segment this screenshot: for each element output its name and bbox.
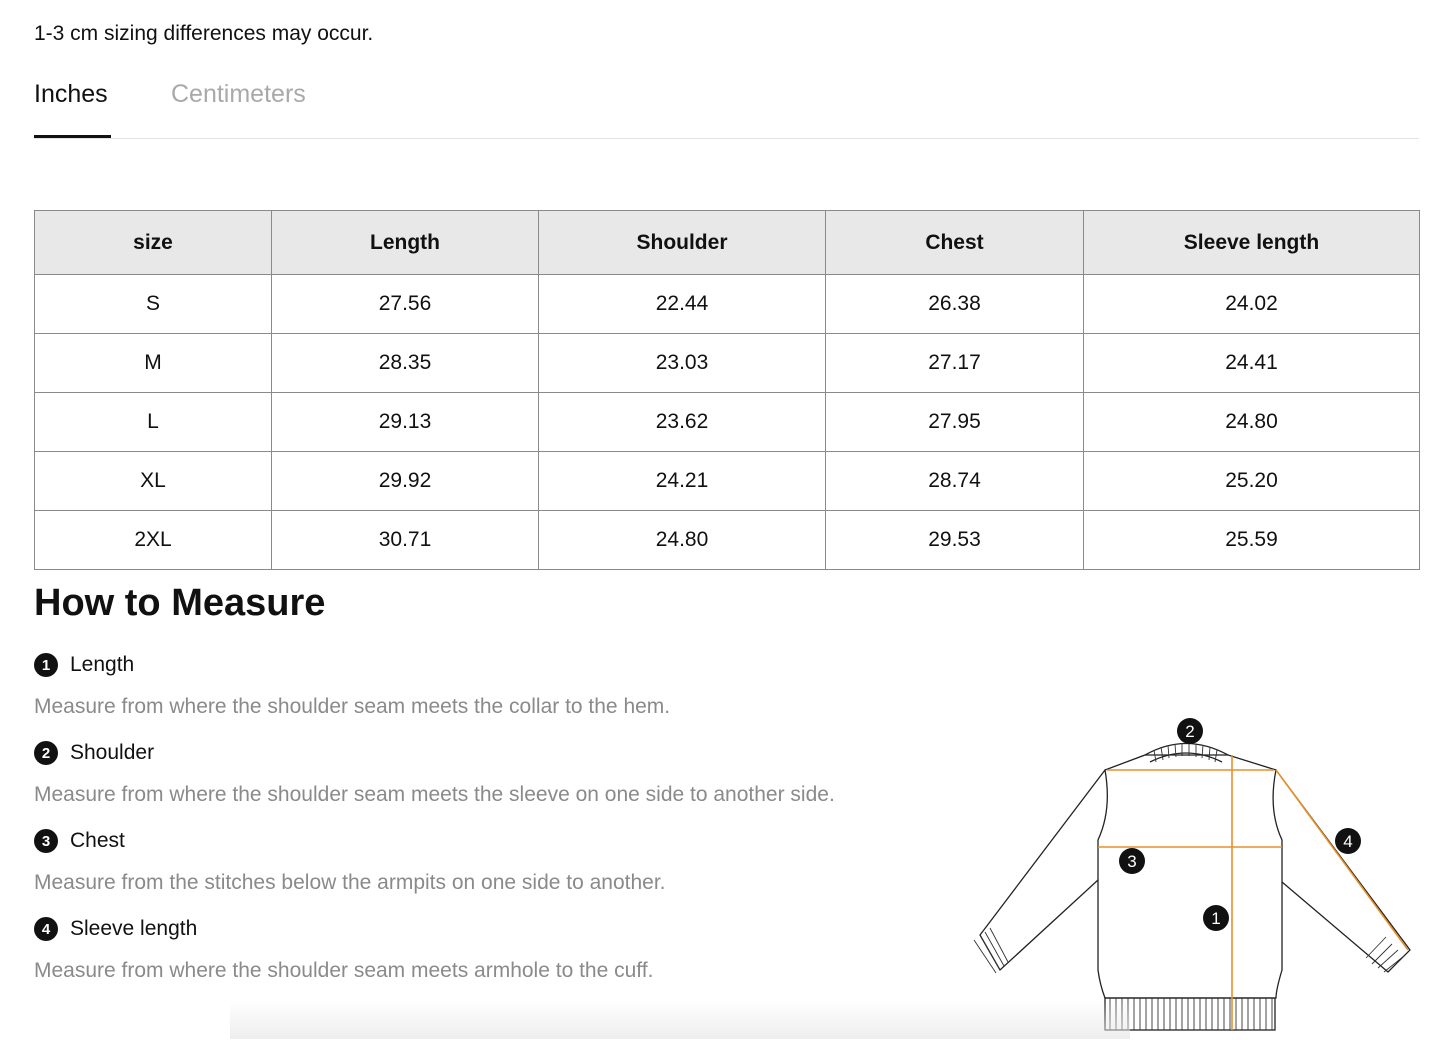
cell-chest: 27.95 xyxy=(826,393,1084,452)
measure-step-sleeve-length xyxy=(34,914,653,983)
cell-sleeve-length: 25.20 xyxy=(1084,452,1420,511)
cell-shoulder: 24.21 xyxy=(539,452,826,511)
table-row xyxy=(35,393,1420,452)
cell-length: 28.35 xyxy=(272,334,539,393)
cell-sleeve-length: 24.80 xyxy=(1084,393,1420,452)
cell-shoulder: 22.44 xyxy=(539,275,826,334)
step-label: Sleeve length xyxy=(70,917,198,940)
cell-size: 2XL xyxy=(35,511,272,570)
table-row xyxy=(35,452,1420,511)
step-description: Measure from the stitches below the armpits on one side to another. xyxy=(34,871,666,894)
how-to-measure-title: How to Measure xyxy=(34,582,326,624)
step-number-badge: 3 xyxy=(34,829,58,853)
cell-sleeve-length: 25.59 xyxy=(1084,511,1420,570)
table-row xyxy=(35,275,1420,334)
tab-inches[interactable]: Inches xyxy=(34,80,108,108)
cell-length: 29.92 xyxy=(272,452,539,511)
measure-step-chest xyxy=(34,826,666,895)
cell-length: 27.56 xyxy=(272,275,539,334)
step-label: Length xyxy=(70,653,135,676)
sweater-diagram-icon xyxy=(960,710,1430,1035)
svg-text:4: 4 xyxy=(1343,832,1353,851)
header-shoulder: Shoulder xyxy=(539,211,826,275)
cell-sleeve-length: 24.02 xyxy=(1084,275,1420,334)
cell-shoulder: 23.62 xyxy=(539,393,826,452)
cell-length: 29.13 xyxy=(272,393,539,452)
measure-step-shoulder xyxy=(34,738,835,807)
header-size: size xyxy=(35,211,272,275)
size-chart-table xyxy=(34,210,1420,570)
step-description: Measure from where the shoulder seam meets the sleeve on one side to another side. xyxy=(34,783,835,806)
step-number-badge: 2 xyxy=(34,741,58,765)
cell-chest: 28.74 xyxy=(826,452,1084,511)
cell-sleeve-length: 24.41 xyxy=(1084,334,1420,393)
step-description: Measure from where the shoulder seam meets the collar to the hem. xyxy=(34,695,671,718)
header-sleeve-length: Sleeve length xyxy=(1084,211,1420,275)
active-tab-indicator xyxy=(34,135,111,138)
step-label: Chest xyxy=(70,829,125,852)
cell-size: S xyxy=(35,275,272,334)
table-row xyxy=(35,334,1420,393)
cell-chest: 27.17 xyxy=(826,334,1084,393)
cell-size: L xyxy=(35,393,272,452)
svg-text:2: 2 xyxy=(1185,722,1195,741)
unit-tabs xyxy=(34,80,1419,139)
cell-size: M xyxy=(35,334,272,393)
tab-centimeters[interactable]: Centimeters xyxy=(171,80,306,108)
cell-size: XL xyxy=(35,452,272,511)
sizing-notice: 1-3 cm sizing differences may occur. xyxy=(34,22,374,45)
cell-shoulder: 23.03 xyxy=(539,334,826,393)
step-number-badge: 1 xyxy=(34,653,58,677)
table-header-row xyxy=(35,211,1420,275)
header-chest: Chest xyxy=(826,211,1084,275)
step-description: Measure from where the shoulder seam meets armhole to the cuff. xyxy=(34,959,654,982)
header-length: Length xyxy=(272,211,539,275)
step-number-badge: 4 xyxy=(34,917,58,941)
svg-text:3: 3 xyxy=(1127,852,1137,871)
measure-step-length xyxy=(34,650,670,719)
cell-length: 30.71 xyxy=(272,511,539,570)
svg-text:1: 1 xyxy=(1211,909,1221,928)
cell-shoulder: 24.80 xyxy=(539,511,826,570)
cell-chest: 29.53 xyxy=(826,511,1084,570)
step-label: Shoulder xyxy=(70,741,155,764)
table-row xyxy=(35,511,1420,570)
cell-chest: 26.38 xyxy=(826,275,1084,334)
